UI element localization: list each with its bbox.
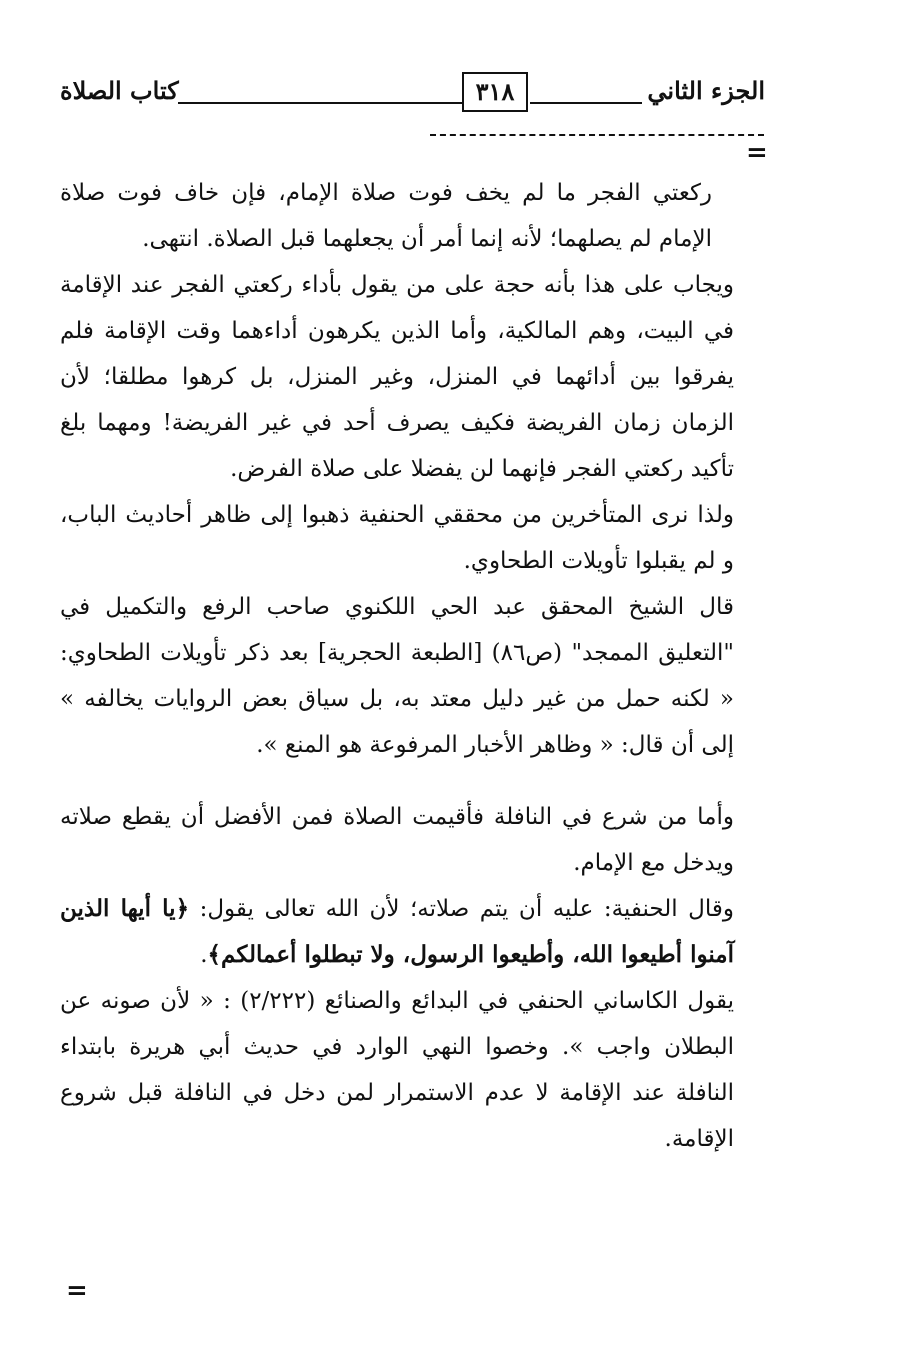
- header-rule-right: [530, 102, 642, 104]
- paragraph-with-verse: [60, 886, 734, 978]
- verse-lead: وقال الحنفية: عليه أن يتم صلاته؛ لأن الله تعالى يقول:: [189, 896, 734, 922]
- header-rule-left: [178, 102, 462, 104]
- paragraph: قال الشيخ المحقق عبد الحي اللكنوي صاحب الرفع والتكميل في "التعليق الممجد" (ص٨٦) [الطبعة الحجرية] بعد ذكر تأويلات الطحاوي: « لكنه حمل من غير دليل معتد به، بل سياق بعض الروايات يخالفه » إلى أن قال: « وظاهر الأخبار المرفوعة هو المنع ».: [60, 594, 734, 758]
- paragraph: ولذا نرى المتأخرين من محققي الحنفية ذهبوا إلى ظاهر أحاديث الباب، و لم يقبلوا تأويلات الطحاوي.: [60, 502, 734, 574]
- dashed-divider: [430, 134, 764, 136]
- continuation-mark-bottom: =: [66, 1276, 88, 1306]
- continuation-mark-top: =: [746, 138, 768, 168]
- running-header: [60, 72, 765, 122]
- paragraph: وأما من شرع في النافلة فأقيمت الصلاة فمن الأفضل أن يقطع صلاته ويدخل مع الإمام.: [60, 804, 734, 876]
- paragraph: ويجاب على هذا بأنه حجة على من يقول بأداء ركعتي الفجر عند الإقامة في البيت، وهم المالكية، وأما الذين يكرهون أداءهما وقت الإقامة فلم يفرقوا بين أدائهما في المنزل، وغير المنزل، بل كرهوا مطلقا؛ لأن الزمان زمان الفريضة فكيف يصرف أحد في غير الفريضة! ومهما بلغ تأكيد ركعتي الفجر فإنهما لن يفضلا على صلاة الفرض.: [60, 272, 734, 482]
- page-body: [60, 170, 734, 1162]
- paragraph: يقول الكاساني الحنفي في البدائع والصنائع (٢/٢٢٢) : « لأن صونه عن البطلان واجب ». وخصوا النهي الوارد في حديث أبي هريرة بابتداء النافلة عند الإقامة لا عدم الاستمرار لمن دخل في النافلة قبل شروع الإقامة.: [60, 988, 734, 1152]
- chapter-label: كتاب الصلاة: [60, 76, 179, 105]
- volume-label: الجزء الثاني: [647, 76, 765, 105]
- page-number: ٣١٨: [462, 72, 528, 112]
- quran-verse: ﴿يا أيها الذين آمنوا أطيعوا الله، وأطيعوا الرسول، ولا تبطلوا أعمالكم﴾: [60, 895, 734, 968]
- verse-tail: .: [200, 942, 208, 968]
- paragraph: ركعتي الفجر ما لم يخف فوت صلاة الإمام، فإن خاف فوت صلاة الإمام لم يصلهما؛ لأنه إنما أمر أن يجعلهما قبل الصلاة. انتهى.: [60, 180, 712, 252]
